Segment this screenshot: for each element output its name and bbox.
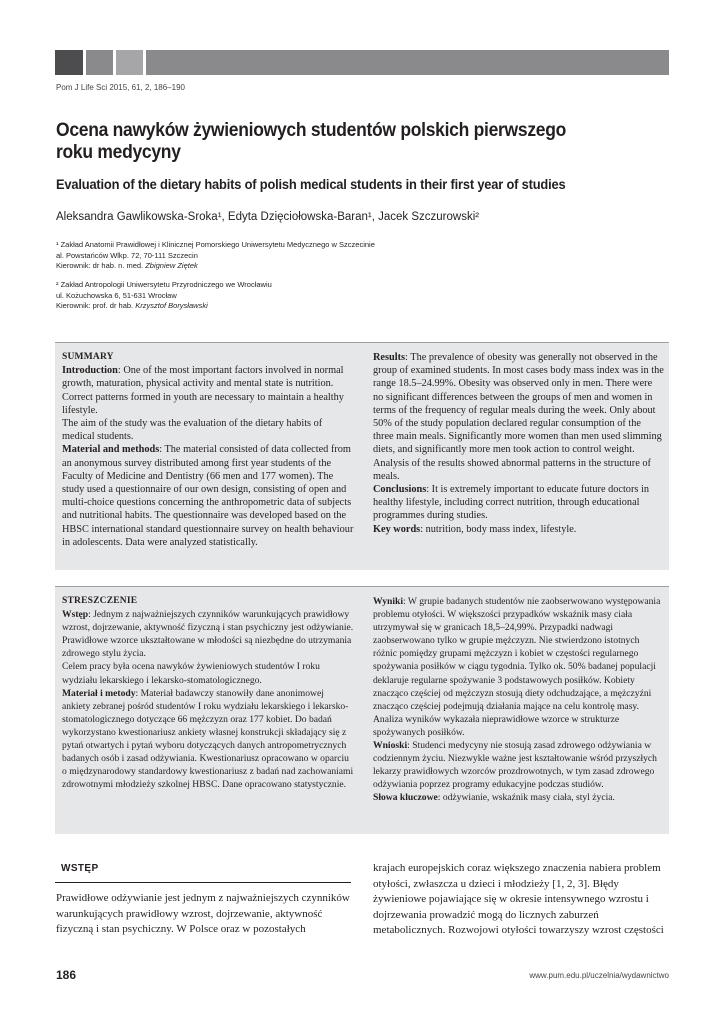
summary-conclusions: Conclusions: It is extremely important to educate future doctors in healthy lifestyle, including correct nutrition, through educational programmes during studies. (373, 484, 649, 522)
section-heading-text: WSTĘP (61, 863, 99, 874)
affiliation-1 (56, 240, 375, 272)
summary-results: Results: The prevalence of obesity was generally not observed in the group of examined students. In most cases body mass index was in the range 18.5–24.99%. Obesity was observed only in men. There were no significant differences between the groups of men and women in terms of the frequency of regular meals during the week. Only about 50% of the study population declared regular consumption of the three main meals. Significantly more women than men used slimming diets, and significantly more men took action to control weight. Analysis of the results showed abnormal patterns in the structure of meals. (373, 352, 664, 482)
streszczenie-wyniki: Wyniki: W grupie badanych studentów nie zaobserwowano występowania problemu otyłości. W większości przypadków wskaźnik masy ciała utrzymywał się w granicach 18,5–24,99%. Przypadki nadwagi zaobserwowano tylko w grupie mężczyzn. Nie stwierdzono istotnych różnic pomiędzy grupami mężczyzn i kobiet w częstości regularnego spożywania posiłków w ciągu tygodnia. Tylko ok. 50% badanej populacji deklaruje regularne spożywanie 3 podstawowych posiłków. Kobiety znacząco częściej od mężczyzn stosują diety odchudzające, a mężczyźni znacząco częściej podejmują działania mające na celu kontrolę masy. Analiza wyników wykazała nieprawidłowe wzorce w strukturze spożywanych posiłków. (373, 596, 661, 738)
header-color-bar (55, 50, 669, 75)
body-text-left: Prawidłowe odżywianie jest jednym z najważniejszych czynników warunkujących prawidłowy wzrost, dojrzewanie, aktywność fizyczną i stan psychiczny. W Polsce oraz w pozostałych (56, 892, 350, 935)
streszczenie-slowa-kluczowe: Słowa kluczowe: odżywianie, wskaźnik masy ciała, styl życia. (373, 792, 615, 804)
streszczenie-cel: Celem pracy była ocena nawyków żywieniowych studentów I roku wydziału lekarskiego i lekarsko-stomatologicznego. (62, 661, 320, 686)
affiliation-2-address: ul. Kożuchowska 6, 51-631 Wrocław (56, 290, 177, 300)
summary-methods: Material and methods: The material consisted of data collected from an anonymous survey distributed among first year students of the Faculty of Medicine and Dentistry (66 men and 177 women). The study used a questionnaire of our own design, consisting of open and multi-choice questions concerning the anthropometric data of subjects and nutritional habits. The questionnaire was developed based on the HBSC international standard questionnaire survey on health behaviour in adolescents. Data were analyzed statistically. (62, 444, 354, 548)
affiliation-1-address: al. Powstańców Wlkp. 72, 70-111 Szczecin (56, 250, 198, 260)
author-list: Aleksandra Gawlikowska-Sroka¹, Edyta Dzięciołowska-Baran¹, Jacek Szczurowski² (56, 211, 480, 223)
affiliation-1-unit: ¹ Zakład Anatomii Prawidłowej i Klinicznej Pomorskiego Uniwersytetu Medycznego w Szczecinie (56, 240, 375, 249)
summary-box (55, 342, 669, 570)
summary-left-column (62, 351, 356, 549)
header-block-mid (86, 50, 113, 75)
header-block-dark (55, 50, 83, 75)
journal-reference: Pom J Life Sci 2015, 61, 2, 186–190 (56, 83, 185, 92)
streszczenie-heading: STRESZCZENIE (62, 596, 138, 606)
title-english: Evaluation of the dietary habits of polish medical students in their first year of studies (56, 176, 566, 192)
streszczenie-box (55, 586, 669, 834)
streszczenie-wstep: Wstęp: Jednym z najważniejszych czynników warunkujących prawidłowy wzrost, dojrzewanie, aktywność fizyczną i stan psychiczny jest odżywianie. Prawidłowe wzorce ukształtowane w młodości są niezbędne do utrzymania zdrowego stylu życia. (62, 609, 354, 660)
footer-url: www.pum.edu.pl/uczelnia/wydawnictwo (529, 971, 669, 980)
section-heading (55, 858, 351, 883)
streszczenie-left-column (62, 595, 354, 791)
affiliation-2-head: Kierownik: prof. dr hab. Krzysztof Borysławski (56, 301, 208, 310)
affiliation-2 (56, 280, 272, 312)
summary-keywords: Key words: nutrition, body mass index, lifestyle. (373, 523, 577, 535)
summary-heading: SUMMARY (62, 352, 114, 362)
page-number: 186 (56, 968, 77, 982)
streszczenie-wnioski: Wnioski: Studenci medycyny nie stosują zasad zdrowego odżywiania w codziennym życiu. Niezwykle ważne jest kształtowanie wśród przyszłych lekarzy prawidłowych wzorców prozdrowotnych, w tym zasad zdrowego odżywiania poprzez programy edukacyjne podczas studiów. (373, 740, 657, 791)
summary-introduction: Introduction: One of the most important factors involved in normal growth, maturation, physical activity and mental state is nutrition. Correct patterns formed in youth are necessary to maintain a healthy lifestyle. (62, 365, 344, 416)
title-polish: Ocena nawyków żywieniowych studentów polskich pierwszego roku medycyny (56, 120, 567, 163)
affiliation-1-head: Kierownik: dr hab. n. med. Zbigniew Ziętek (56, 261, 198, 270)
body-text-right: krajach europejskich coraz większego znaczenia nabiera problem otyłości, zwłaszcza u dzieci i młodzieży [1, 2, 3]. Błędy żywieniowe pojawiające się w okresie intensywnego wzrostu i dojrzewania prowadzić mogą do licznych zaburzeń metabolicznych. Rozwojowi otyłości towarzyszy wzrost częstości (373, 862, 664, 936)
header-bar-fill (146, 50, 669, 75)
header-block-light (116, 50, 143, 75)
affiliation-2-unit: ² Zakład Antropologii Uniwersytetu Przyrodniczego we Wrocławiu (56, 280, 272, 289)
summary-aim: The aim of the study was the evaluation of the dietary habits of medical students. (62, 418, 323, 443)
summary-right-column (373, 351, 664, 536)
streszczenie-right-column (373, 595, 664, 805)
streszczenie-metody: Materiał i metody: Materiał badawczy stanowiły dane anonimowej ankiety zebranej pośród studentów I roku wydziału lekarskiego i lekarsko-stomatologicznego dotyczące 66 mężczyzn oraz 177 kobiet. Do badań wykorzystano kwestionariusz ankiety własnej konstrukcji składający się z pytań otwartych i pytań wyboru dotyczących danych antropometrycznych badanych osób i zasad odżywiania. Kwestionariusz opracowano w oparciu o międzynarodowy standardowy kwestionariusz z badań nad zachowaniami zdrowotnymi młodzieży szkolnej HBSC. Dane opracowano statystycznie. (62, 687, 354, 791)
